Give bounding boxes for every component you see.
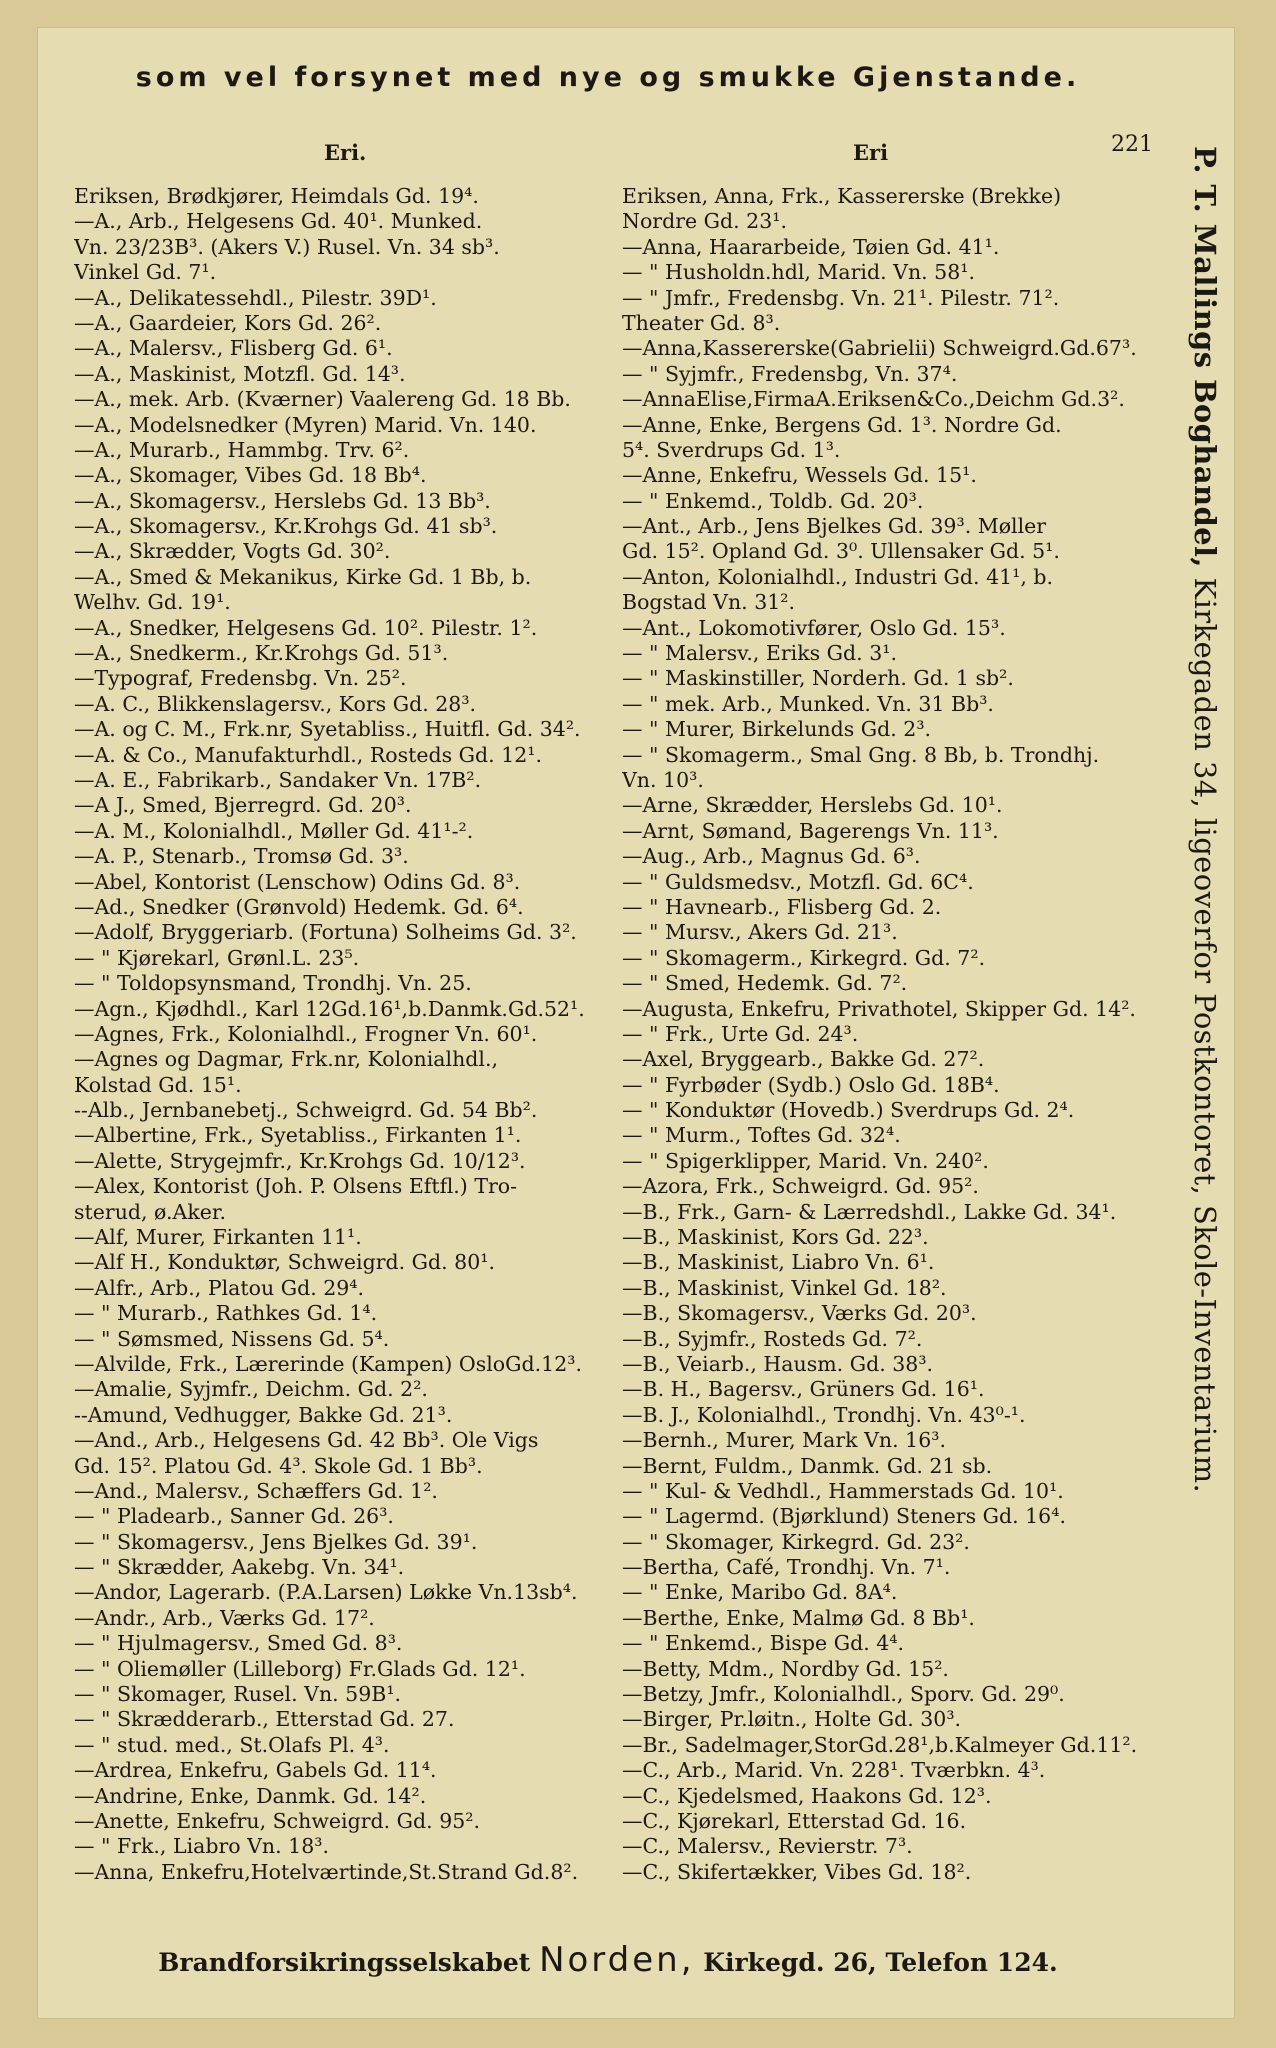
directory-entry-line: —Amalie, Syjmfr., Deichm. Gd. 2². <box>74 1377 428 1402</box>
directory-entry-line: —Alfr., Arb., Platou Gd. 29⁴. <box>74 1275 365 1300</box>
directory-entry-line: — " mek. Arb., Munked. Vn. 31 Bb³. <box>622 691 994 716</box>
directory-entry-line: —Ad., Snedker (Grønvold) Hedemk. Gd. 6⁴. <box>74 894 524 919</box>
page-number: 221 <box>1111 132 1153 157</box>
directory-entry-line: —Anette, Enkefru, Schweigrd. Gd. 95². <box>74 1809 481 1833</box>
directory-entry-line: sterud, ø.Aker. <box>74 1199 226 1224</box>
directory-entry-line: —A. og C. M., Frk.nr, Syetabliss., Huitfl. Gd. 34². <box>74 717 581 742</box>
directory-entry-line: —Berthe, Enke, Malmø Gd. 8 Bb¹. <box>622 1605 975 1630</box>
directory-entry-line: Nordre Gd. 23¹. <box>622 209 788 234</box>
directory-entry-line: —Alf H., Konduktør, Schweigrd. Gd. 80¹. <box>74 1250 496 1275</box>
directory-entry-line: —Azora, Frk., Schweigrd. Gd. 95². <box>622 1174 979 1199</box>
directory-entry-line: Vinkel Gd. 7¹. <box>74 260 217 285</box>
directory-entry-line: —Andr., Arb., Værks Gd. 17². <box>74 1605 375 1630</box>
directory-entry-line: — " Murarb., Rathkes Gd. 1⁴. <box>74 1301 378 1326</box>
directory-entry-line: Kolstad Gd. 15¹. <box>74 1072 242 1097</box>
directory-entry-line: —C., Kjørekarl, Etterstad Gd. 16. <box>622 1809 967 1833</box>
directory-entry-line: — " Enkemd., Toldb. Gd. 20³. <box>622 488 924 513</box>
directory-entry-line: —Ardrea, Enkefru, Gabels Gd. 11⁴. <box>74 1758 437 1783</box>
directory-entry-line: —A J., Smed, Bjerregrd. Gd. 20³. <box>74 793 412 818</box>
directory-entry-line: — " Hjulmagersv., Smed Gd. 8³. <box>74 1631 403 1656</box>
directory-entry-line: —A., Maskinist, Motzfl. Gd. 14³. <box>74 361 406 386</box>
directory-entry-line: —Betzy, Jmfr., Kolonialhdl., Sporv. Gd. 29⁰. <box>622 1682 1065 1707</box>
directory-entry-line: —B., Maskinist, Liabro Vn. 6¹. <box>622 1250 935 1275</box>
directory-entry-line: —Anne, Enke, Bergens Gd. 1³. Nordre Gd. <box>622 412 1062 437</box>
directory-entry-line: —Birger, Pr.løitn., Holte Gd. 30³. <box>622 1707 962 1732</box>
directory-entry-line: —And., Arb., Helgesens Gd. 42 Bb³. Ole Vigs <box>74 1428 539 1453</box>
directory-entry-line: —A. & Co., Manufakturhdl., Rosteds Gd. 12¹. <box>74 742 543 767</box>
directory-entry-line: —C., Skifertækker, Vibes Gd. 18². <box>622 1859 972 1884</box>
directory-entry-line: —Ant., Lokomotivfører, Oslo Gd. 15³. <box>622 615 1006 640</box>
directory-entry-line: — " Skrædderarb., Etterstad Gd. 27. <box>74 1707 455 1732</box>
directory-entry-line: —Adolf, Bryggeriarb. (Fortuna) Solheims Gd. 3². <box>74 920 577 945</box>
directory-entry-line: —B. H., Bagersv., Grüners Gd. 16¹. <box>622 1377 985 1402</box>
directory-entry-line: —Anne, Enkefru, Wessels Gd. 15¹. <box>622 463 977 488</box>
directory-entry-line: —A., mek. Arb. (Kværner) Vaalereng Gd. 18 Bb. <box>74 387 571 412</box>
footer-advertisement <box>38 1940 1178 1980</box>
directory-entry-line: — " Kjørekarl, Grønl.L. 23⁵. <box>74 945 360 970</box>
directory-entry-line: — " Skomagersv., Jens Bjelkes Gd. 39¹. <box>74 1529 478 1554</box>
directory-entry-line: --Amund, Vedhugger, Bakke Gd. 21³. <box>74 1402 453 1427</box>
directory-entry-line: —Betty, Mdm., Nordby Gd. 15². <box>622 1656 949 1681</box>
directory-entry-line: — " Skomager, Rusel. Vn. 59B¹. <box>74 1682 402 1707</box>
directory-entry-line: —Axel, Bryggearb., Bakke Gd. 27². <box>622 1047 985 1072</box>
directory-entry-line: —B., Frk., Garn- & Lærredshdl., Lakke Gd. 34¹. <box>622 1199 1117 1224</box>
directory-entry-line: — " Malersv., Eriks Gd. 3¹. <box>622 641 897 666</box>
directory-entry-line: —A., Modelsnedker (Myren) Marid. Vn. 140. <box>74 412 537 437</box>
directory-page <box>38 28 1234 2018</box>
directory-entry-line: —Albertine, Frk., Syetabliss., Firkanten 1¹. <box>74 1123 522 1148</box>
directory-entry-line: —Br., Sadelmager,StorGd.28¹,b.Kalmeyer Gd.11². <box>622 1732 1138 1757</box>
directory-entry-line: —Andrine, Enke, Danmk. Gd. 14². <box>74 1783 427 1808</box>
directory-entry-line: —Andor, Lagerarb. (P.A.Larsen) Løkke Vn.13sb⁴. <box>74 1580 578 1605</box>
directory-entry-line: —Bernt, Fuldm., Danmk. Gd. 21 sb. <box>622 1453 993 1478</box>
directory-entry-line: — " Husholdn.hdl, Marid. Vn. 58¹. <box>622 260 976 285</box>
directory-entry-line: —A., Gaardeier, Kors Gd. 26². <box>74 310 382 335</box>
directory-entry-line: —B., Maskinist, Kors Gd. 22³. <box>622 1225 929 1250</box>
page-banner: som vel forsynet med nye og smukke Gjenstande. <box>135 62 1081 93</box>
directory-entry-line: — " Mursv., Akers Gd. 21³. <box>622 920 898 945</box>
directory-entry-line: — " Toldopsynsmand, Trondhj. Vn. 25. <box>74 971 472 996</box>
directory-entry-line: —C., Malersv., Revierstr. 7³. <box>622 1834 913 1859</box>
side-advertisement-shop: P. T. Mallings Boghandel, <box>1188 146 1222 568</box>
directory-entry-line: —Augusta, Enkefru, Privathotel, Skipper Gd. 14². <box>622 996 1136 1021</box>
directory-entry-line: --Alb., Jernbanebetj., Schweigrd. Gd. 54 Bb². <box>74 1098 538 1123</box>
directory-entry-line: —A., Skomager, Vibes Gd. 18 Bb⁴. <box>74 463 427 488</box>
directory-entry-line: —Alex, Kontorist (Joh. P. Olsens Eftfl.) Tro- <box>74 1174 518 1199</box>
directory-entry-line: —A., Skomagersv., Kr.Krohgs Gd. 41 sb³. <box>74 514 498 539</box>
directory-entry-line: —A., Malersv., Flisberg Gd. 6¹. <box>74 336 393 361</box>
left-column-header: Eri. <box>324 140 367 165</box>
directory-entry-line: —A., Skomagersv., Herslebs Gd. 13 Bb³. <box>74 488 491 513</box>
directory-entry-line: — " Frk., Liabro Vn. 18³. <box>74 1834 329 1859</box>
directory-entry-line: —B., Veiarb., Hausm. Gd. 38³. <box>622 1351 934 1376</box>
directory-entry-line: —Agnes, Frk., Kolonialhdl., Frogner Vn. 60¹. <box>74 1021 538 1046</box>
directory-entry-line: —B. J., Kolonialhdl., Trondhj. Vn. 43⁰-¹. <box>622 1402 1026 1427</box>
directory-entry-line: —A. E., Fabrikarb., Sandaker Vn. 17B². <box>74 767 482 792</box>
directory-entry-line: — " Syjmfr., Fredensbg, Vn. 37⁴. <box>622 361 958 386</box>
directory-entry-line: —Alette, Strygejmfr., Kr.Krohgs Gd. 10/12³. <box>74 1148 526 1173</box>
directory-entry-line: — " Enkemd., Bispe Gd. 4⁴. <box>622 1631 905 1656</box>
directory-entry-line: — " Smed, Hedemk. Gd. 7². <box>622 971 908 996</box>
directory-entry-line: —Arne, Skrædder, Herslebs Gd. 10¹. <box>622 793 1003 818</box>
footer-company-name: Norden, <box>539 1940 695 1980</box>
directory-entry-line: — " Lagermd. (Bjørklund) Steners Gd. 16⁴. <box>622 1504 1066 1529</box>
directory-entry-line: —A., Murarb., Hammbg. Trv. 6². <box>74 437 410 462</box>
directory-entry-line: —B., Skomagersv., Værks Gd. 20³. <box>622 1301 977 1326</box>
side-advertisement <box>1183 146 1229 1786</box>
footer-company: Brandforsikringsselskabet <box>158 1948 531 1977</box>
directory-entry-line: —C., Arb., Marid. Vn. 228¹. Tværbkn. 4³. <box>622 1758 1046 1783</box>
directory-entry-line: —Anna,Kassererske(Gabrielii) Schweigrd.Gd.67³. <box>622 336 1137 361</box>
right-column <box>622 184 1162 1885</box>
directory-entry-line: —B., Maskinist, Vinkel Gd. 18². <box>622 1275 947 1300</box>
directory-entry-line: — " Pladearb., Sanner Gd. 26³. <box>74 1504 394 1529</box>
directory-entry-line: —Anton, Kolonialhdl., Industri Gd. 41¹, b. <box>622 564 1054 589</box>
directory-entry-line: —Ant., Arb., Jens Bjelkes Gd. 39³. Møller <box>622 514 1047 539</box>
directory-entry-line: — " stud. med., St.Olafs Pl. 4³. <box>74 1732 390 1757</box>
directory-entry-line: Bogstad Vn. 31². <box>622 590 796 615</box>
directory-entry-line: —Bernh., Murer, Mark Vn. 16³. <box>622 1428 946 1453</box>
footer-address: Kirkegd. 26, Telefon 124. <box>703 1948 1058 1977</box>
directory-entry-line: — " Havnearb., Flisberg Gd. 2. <box>622 894 942 919</box>
directory-entry-line: —Anna, Enkefru,Hotelværtinde,St.Strand Gd.8². <box>74 1859 579 1884</box>
directory-entry-line: —Abel, Kontorist (Lenschow) Odins Gd. 8³. <box>74 869 521 894</box>
directory-entry-line: —A. M., Kolonialhdl., Møller Gd. 41¹-². <box>74 818 474 843</box>
directory-entry-line: Theater Gd. 8³. <box>622 310 781 335</box>
directory-entry-line: — " Oliemøller (Lilleborg) Fr.Glads Gd. 12¹. <box>74 1656 526 1681</box>
directory-entry-line: — " Kul- & Vedhdl., Hammerstads Gd. 10¹. <box>622 1478 1064 1503</box>
directory-entry-line: —Agnes og Dagmar, Frk.nr, Kolonialhdl., <box>74 1047 499 1072</box>
directory-entry-line: Vn. 10³. <box>622 767 704 792</box>
directory-entry-line: Welhv. Gd. 19¹. <box>74 590 231 615</box>
directory-entry-line: — " Guldsmedsv., Motzfl. Gd. 6C⁴. <box>622 869 974 894</box>
directory-entry-line: Gd. 15². Opland Gd. 3⁰. Ullensaker Gd. 5¹. <box>622 539 1060 564</box>
directory-entry-line: — " Spigerklipper, Marid. Vn. 240². <box>622 1148 989 1173</box>
directory-entry-line: —A., Snedker, Helgesens Gd. 10². Pilestr. 1². <box>74 615 538 640</box>
left-column <box>74 184 652 1885</box>
directory-entry-line: —And., Malersv., Schæffers Gd. 1². <box>74 1478 438 1503</box>
directory-entry-line: — " Maskinstiller, Norderh. Gd. 1 sb². <box>622 666 1014 691</box>
directory-entry-line: —Alvilde, Frk., Lærerinde (Kampen) OsloGd.12³. <box>74 1351 582 1376</box>
directory-entry-line: Eriksen, Brødkjører, Heimdals Gd. 19⁴. <box>74 184 479 208</box>
directory-entry-line: —Alf, Murer, Firkanten 11¹. <box>74 1225 362 1250</box>
directory-entry-line: —B., Syjmfr., Rosteds Gd. 7². <box>622 1326 923 1351</box>
directory-entry-line: —A., Arb., Helgesens Gd. 40¹. Munked. <box>74 209 483 234</box>
directory-entry-line: — " Skomagerm., Kirkegrd. Gd. 7². <box>622 945 986 970</box>
directory-entry-line: —C., Kjedelsmed, Haakons Gd. 12³. <box>622 1783 992 1808</box>
directory-entry-line: — " Skrædder, Aakebg. Vn. 34¹. <box>74 1555 405 1580</box>
directory-entry-line: — " Murm., Toftes Gd. 32⁴. <box>622 1123 901 1148</box>
directory-entry-line: — " Fyrbøder (Sydb.) Oslo Gd. 18B⁴. <box>622 1072 1000 1097</box>
directory-entry-line: — " Enke, Maribo Gd. 8A⁴. <box>622 1580 898 1605</box>
directory-entry-line: 5⁴. Sverdrups Gd. 1³. <box>622 437 841 462</box>
directory-entry-line: — " Frk., Urte Gd. 24³. <box>622 1021 859 1046</box>
directory-entry-line: —A. P., Stenarb., Tromsø Gd. 3³. <box>74 844 409 869</box>
directory-entry-line: —Aug., Arb., Magnus Gd. 6³. <box>622 844 921 869</box>
directory-entry-line: —A., Snedkerm., Kr.Krohgs Gd. 51³. <box>74 641 449 666</box>
directory-entry-line: —A. C., Blikkenslagersv., Kors Gd. 28³. <box>74 691 477 716</box>
directory-entry-line: —A., Skrædder, Vogts Gd. 30². <box>74 539 391 564</box>
directory-entry-line: —Agn., Kjødhdl., Karl 12Gd.16¹,b.Danmk.Gd.52¹. <box>74 996 585 1021</box>
directory-entry-line: —A., Smed & Mekanikus, Kirke Gd. 1 Bb, b. <box>74 564 532 589</box>
directory-entry-line: Vn. 23/23B³. (Akers V.) Rusel. Vn. 34 sb³. <box>74 234 500 259</box>
directory-entry-line: —AnnaElise,FirmaA.Eriksen&Co.,Deichm Gd.3². <box>622 387 1125 412</box>
directory-entry-line: Gd. 15². Platou Gd. 4³. Skole Gd. 1 Bb³. <box>74 1453 483 1478</box>
directory-entry-line: — " Murer, Birkelunds Gd. 2³. <box>622 717 932 742</box>
directory-entry-line: —Anna, Haararbeide, Tøien Gd. 41¹. <box>622 234 1000 259</box>
side-advertisement-address: Kirkegaden 34, ligeoverfor Postkontoret, Skole-Inventarium. <box>1188 567 1222 1494</box>
right-column-header: Eri <box>853 140 889 165</box>
directory-entry-line: —Bertha, Café, Trondhj. Vn. 7¹. <box>622 1555 951 1580</box>
directory-entry-line: —Typograf, Fredensbg. Vn. 25². <box>74 666 407 691</box>
directory-entry-line: — " Skomager, Kirkegrd. Gd. 23². <box>622 1529 970 1554</box>
directory-entry-line: — " Jmfr., Fredensbg. Vn. 21¹. Pilestr. 71². <box>622 285 1060 310</box>
directory-entry-line: Eriksen, Anna, Frk., Kassererske (Brekke) <box>622 184 1062 208</box>
directory-entry-line: — " Konduktør (Hovedb.) Sverdrups Gd. 2⁴. <box>622 1098 1075 1123</box>
directory-entry-line: — " Skomagerm., Smal Gng. 8 Bb, b. Trondhj. <box>622 742 1100 767</box>
directory-entry-line: —Arnt, Sømand, Bagerengs Vn. 11³. <box>622 818 999 843</box>
directory-entry-line: —A., Delikatessehdl., Pilestr. 39D¹. <box>74 285 437 310</box>
directory-entry-line: — " Sømsmed, Nissens Gd. 5⁴. <box>74 1326 390 1351</box>
